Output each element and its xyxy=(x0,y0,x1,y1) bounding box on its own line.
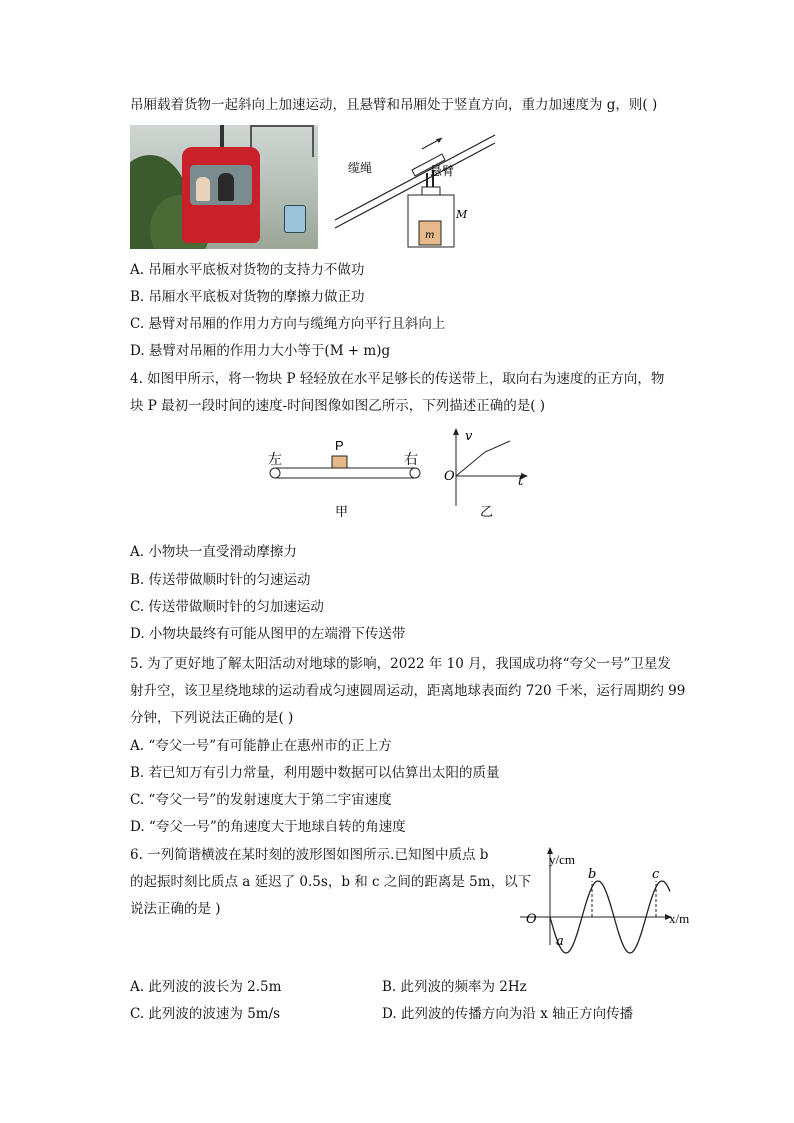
label-jia: 甲 xyxy=(335,505,349,520)
q6-stem-2: 的起振时刻比质点 a 延迟了 0.5s，b 和 c 之间的距离是 5m，以下 xyxy=(130,874,532,890)
label-t: t xyxy=(518,474,524,489)
point-c: c xyxy=(652,867,660,882)
q6-stem-3: 说法正确的是 ) xyxy=(130,901,221,917)
q3-option-c: C. 悬臂对吊厢的作用力方向与缆绳方向平行且斜向上 xyxy=(130,316,446,332)
cable-diagram xyxy=(330,125,500,255)
label-v: v xyxy=(465,429,473,444)
wave-x-label: x/m xyxy=(669,911,690,926)
q4-option-a: A. 小物块一直受滑动摩擦力 xyxy=(130,544,297,560)
q6-option-a: A. 此列波的波长为 2.5m xyxy=(130,979,282,995)
q5-option-d: D. “夸父一号”的角速度大于地球自转的角速度 xyxy=(130,819,406,835)
cable-car-photo xyxy=(130,125,318,249)
label-yi: 乙 xyxy=(480,505,494,520)
q4-option-b: B. 传送带做顺时针的匀速运动 xyxy=(130,572,311,588)
point-a: a xyxy=(556,934,564,949)
q3-stem: 吊厢载着货物一起斜向上加速运动，且悬臂和吊厢处于竖直方向，重力加速度为 g，则( ) xyxy=(130,97,658,113)
q5-option-a: A. “夸父一号”有可能静止在惠州市的正上方 xyxy=(130,738,392,754)
q3-option-a: A. 吊厢水平底板对货物的支持力不做功 xyxy=(130,262,365,278)
point-b: b xyxy=(588,867,597,882)
q4-option-d: D. 小物块最终有可能从图甲的左端滑下传送带 xyxy=(130,626,406,642)
wave-diagram xyxy=(520,845,700,955)
wave-origin: O xyxy=(526,912,537,927)
m-label: m xyxy=(425,230,435,241)
label-p: P xyxy=(335,438,344,453)
q5-option-c: C. “夸父一号”的发射速度大于第二宇宙速度 xyxy=(130,792,392,808)
q3-option-d: D. 悬臂对吊厢的作用力大小等于(M + m)g xyxy=(130,343,391,359)
q4-diagram xyxy=(262,428,542,523)
q5-stem-3: 分钟，下列说法正确的是( ) xyxy=(130,710,294,726)
label-right: 右 xyxy=(404,452,418,468)
q5-option-b: B. 若已知万有引力常量，利用题中数据可以估算出太阳的质量 xyxy=(130,765,500,781)
q5-stem-2: 射升空，该卫星绕地球的运动看成匀速圆周运动，距离地球表面约 720 千米，运行周期约 99 xyxy=(130,683,686,699)
M-label: M xyxy=(456,208,468,221)
wave-y-label: y/cm xyxy=(549,852,575,867)
label-left: 左 xyxy=(268,452,282,468)
label-o: O xyxy=(444,469,455,484)
q4-option-c: C. 传送带做顺时针的匀加速运动 xyxy=(130,599,324,615)
arm-label: 悬臂 xyxy=(430,164,455,178)
q3-option-b: B. 吊厢水平底板对货物的摩擦力做正功 xyxy=(130,289,365,305)
q6-option-d: D. 此列波的传播方向为沿 x 轴正方向传播 xyxy=(382,1006,634,1022)
rope-label: 缆绳 xyxy=(348,161,373,175)
q6-stem-1: 6. 一列简谐横波在某时刻的波形图如图所示.已知图中质点 b xyxy=(130,847,489,863)
q4-stem-2: 块 P 最初一段时间的速度-时间图像如图乙所示，下列描述正确的是( ) xyxy=(130,398,546,414)
q6-option-b: B. 此列波的频率为 2Hz xyxy=(382,979,527,995)
q4-stem-1: 4. 如图甲所示，将一物块 P 轻轻放在水平足够长的传送带上，取向右为速度的正方向，物 xyxy=(130,371,665,387)
q5-stem-1: 5. 为了更好地了解太阳活动对地球的影响，2022 年 10 月，我国成功将“夸父一号”卫星发 xyxy=(130,656,671,672)
q6-option-c: C. 此列波的波速为 5m/s xyxy=(130,1006,281,1022)
